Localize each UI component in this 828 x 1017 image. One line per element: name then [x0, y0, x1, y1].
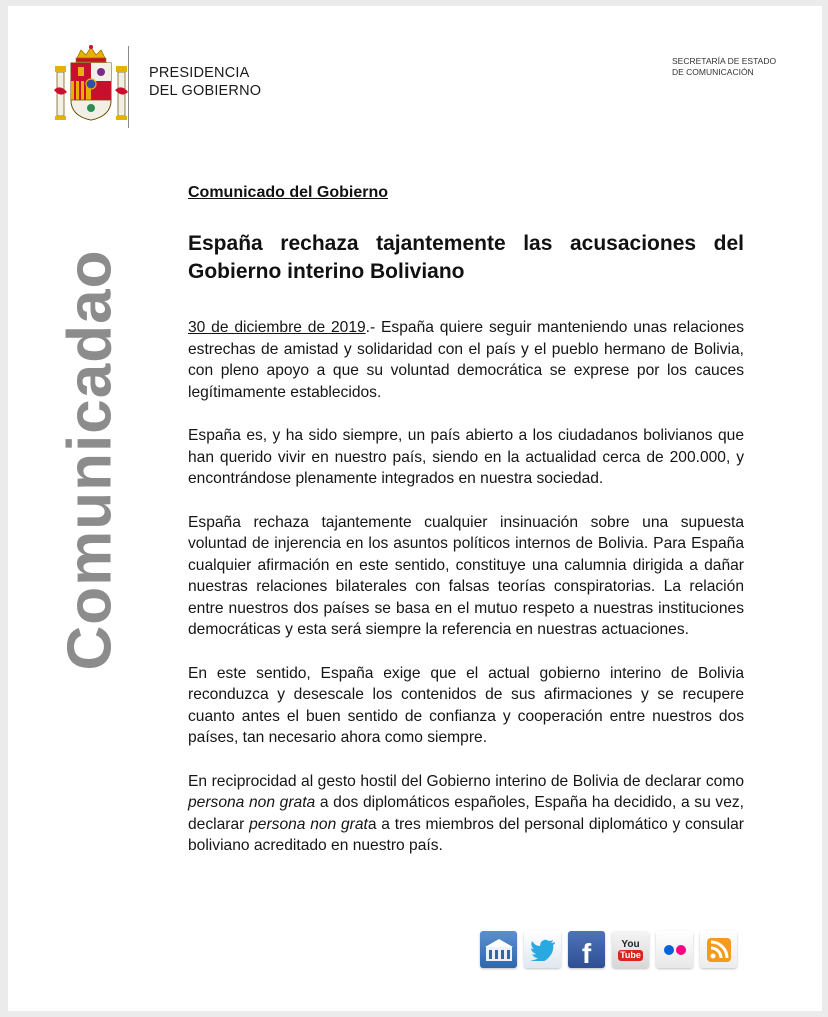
rss-icon[interactable] — [700, 931, 737, 968]
paragraph-2: España es, y ha sido siempre, un país abierto a los ciudadanos bolivianos que han querido vivir en nuestro país, siendo en la actualidad cerca de 200.000, y encontrándose plenamente integrados en nuestra sociedad. — [188, 427, 744, 487]
organization-name — [149, 64, 261, 100]
document-page — [8, 6, 822, 1011]
document-type-heading: Comunicado del Gobierno — [188, 184, 389, 201]
facebook-glyph: f — [581, 937, 592, 968]
youtube-wordmark — [618, 939, 643, 961]
persona-non-grata-2: persona non grat — [249, 815, 368, 833]
spain-coat-of-arms-icon — [53, 44, 129, 130]
persona-non-grata-1: persona non grata — [188, 794, 316, 811]
secretaria-line-2: DE COMUNICACIÓN — [672, 67, 754, 77]
paragraph-1 — [188, 317, 744, 403]
headline: España rechaza tajantemente las acusaciones del Gobierno interino Boliviano — [188, 232, 744, 283]
vertical-sidebar-label: Comunicadao — [55, 249, 125, 671]
secretaria-name — [672, 56, 792, 78]
youtube-icon[interactable] — [612, 931, 649, 968]
facebook-icon[interactable] — [568, 931, 605, 968]
date-line: 30 de diciembre de 2019 — [188, 319, 366, 336]
moncloa-icon[interactable] — [480, 931, 517, 968]
header-divider — [128, 46, 129, 128]
paragraph-1-text: .- España quiere seguir manteniendo unas relaciones estrechas de amistad y solidaridad con el país y el pueblo hermano de Bolivia, con pleno apoyo a que su voluntad democrática se exprese por los cauces legítimamente establecidos. — [188, 319, 744, 401]
document-body — [188, 317, 744, 879]
paragraph-5-text-c: a a tres miembros del personal diplomático y consular boliviano acreditado en nuestro país. — [188, 815, 744, 854]
paragraph-5 — [188, 771, 744, 857]
paragraph-5-text-b: a dos diplomáticos españoles, España ha decidido, a su vez, declarar — [188, 794, 744, 833]
paragraph-5-text-a: En reciprocidad al gesto hostil del Gobierno interino de Bolivia de declarar como — [188, 772, 744, 790]
paragraph-4: En este sentido, España exige que el actual gobierno interino de Bolivia reconduzca y desescale los contenidos de sus afirmaciones y se recupere cuanto antes el buen sentido de confianza y cooperación entre nuestros dos países, tan necesario ahora como siempre. — [188, 664, 744, 746]
organization-line-1: PRESIDENCIA — [149, 65, 250, 81]
youtube-text-2: Tube — [620, 949, 641, 960]
youtube-text-1: You — [621, 938, 640, 950]
flickr-icon[interactable] — [656, 931, 693, 968]
secretaria-line-1: SECRETARÍA DE ESTADO — [672, 56, 777, 66]
twitter-icon[interactable] — [524, 931, 561, 968]
social-icon-bar — [480, 931, 737, 968]
paragraph-3: España rechaza tajantemente cualquier insinuación sobre una supuesta voluntad de injerencia en los asuntos políticos internos de Bolivia. Para España cualquier afirmación en este sentido, constituye una calumnia dirigida a dañar nuestras relaciones bilaterales con falsas teorías conspiratorias. La relación entre nuestros dos países se basa en el mutuo respeto a nuestras instituciones democráticas y esta será siempre la referencia en nuestras actuaciones. — [188, 513, 744, 638]
organization-line-2: DEL GOBIERNO — [149, 83, 262, 99]
